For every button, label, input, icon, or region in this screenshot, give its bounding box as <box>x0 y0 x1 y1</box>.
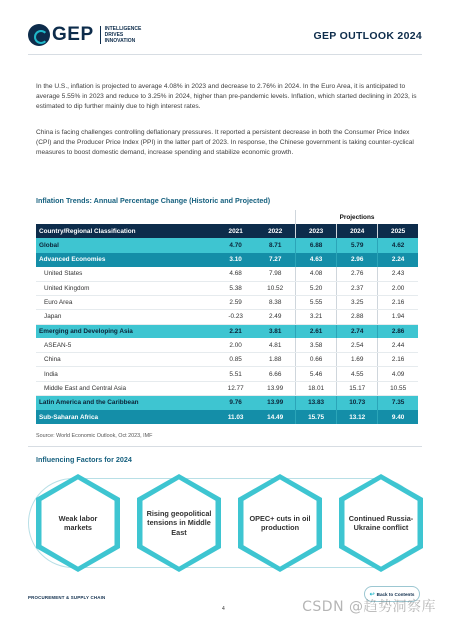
cell-value: 4.08 <box>296 267 337 281</box>
cell-value: 2.43 <box>378 267 418 281</box>
cell-value: 2.00 <box>216 338 255 352</box>
cell-value: 4.81 <box>255 338 295 352</box>
header-divider <box>28 54 422 55</box>
column-header: Country/Regional Classification <box>36 224 216 238</box>
factor-label: Weak labor markets <box>58 513 98 532</box>
factor-label: Continued Russia-Ukraine conflict <box>348 513 414 532</box>
cell-value: 10.55 <box>378 381 418 395</box>
factor-label: Rising geopolitical tensions in Middle East <box>146 508 212 537</box>
row-label: ASEAN-5 <box>36 338 216 352</box>
cell-value: 2.37 <box>337 281 378 295</box>
page-header <box>0 0 450 62</box>
table-row <box>36 367 418 381</box>
cell-value: 3.58 <box>296 338 337 352</box>
row-label: United States <box>36 267 216 281</box>
gep-logo-icon <box>28 24 50 46</box>
row-label: Latin America and the Caribbean <box>36 396 216 410</box>
table-row <box>36 353 418 367</box>
cell-value: 5.46 <box>296 367 337 381</box>
cell-value: 18.01 <box>296 381 337 395</box>
cell-value: 0.85 <box>216 353 255 367</box>
factor-label: OPEC+ cuts in oil production <box>249 513 311 532</box>
logo-text: GEP <box>52 24 94 45</box>
cell-value: 3.10 <box>216 253 255 267</box>
factor-hexagon <box>234 471 326 575</box>
gep-logo <box>28 24 141 46</box>
row-label: India <box>36 367 216 381</box>
table-header-row <box>36 224 418 238</box>
cell-value: 2.21 <box>216 324 255 338</box>
column-header: 2025 <box>378 224 418 238</box>
cell-value: 4.09 <box>378 367 418 381</box>
cell-value: 1.69 <box>337 353 378 367</box>
cell-value: 5.38 <box>216 281 255 295</box>
table-row <box>36 267 418 281</box>
cell-value: 12.77 <box>216 381 255 395</box>
cell-value: 6.66 <box>255 367 295 381</box>
table-row <box>36 324 418 338</box>
factor-hexagon <box>32 471 124 575</box>
cell-value: 9.76 <box>216 396 255 410</box>
cell-value: 13.12 <box>337 410 378 424</box>
cell-value: 4.62 <box>378 238 418 252</box>
cell-value: 2.24 <box>378 253 418 267</box>
cell-value: 1.88 <box>255 353 295 367</box>
cell-value: 10.52 <box>255 281 295 295</box>
cell-value: 5.55 <box>296 295 337 309</box>
row-label: Global <box>36 238 216 252</box>
cell-value: 2.61 <box>296 324 337 338</box>
cell-value: 2.16 <box>378 353 418 367</box>
cell-value: 0.66 <box>296 353 337 367</box>
projections-header-row <box>36 210 418 224</box>
cell-value: 2.59 <box>216 295 255 309</box>
table-row <box>36 238 418 252</box>
table-row <box>36 281 418 295</box>
page-number: 4 <box>222 606 225 612</box>
cell-value: 9.40 <box>378 410 418 424</box>
cell-value: 11.03 <box>216 410 255 424</box>
column-header: 2023 <box>296 224 337 238</box>
cell-value: 8.38 <box>255 295 295 309</box>
cell-value: 2.54 <box>337 338 378 352</box>
cell-value: 14.49 <box>255 410 295 424</box>
table-row <box>36 295 418 309</box>
row-label: Advanced Economies <box>36 253 216 267</box>
cell-value: 2.44 <box>378 338 418 352</box>
cell-value: 2.86 <box>378 324 418 338</box>
factors-title: Influencing Factors for 2024 <box>36 455 132 464</box>
cell-value: 15.75 <box>296 410 337 424</box>
cell-value: 10.73 <box>337 396 378 410</box>
table-row <box>36 310 418 324</box>
cell-value: 7.35 <box>378 396 418 410</box>
publication-title: GEP OUTLOOK 2024 <box>313 30 422 42</box>
row-label: Emerging and Developing Asia <box>36 324 216 338</box>
cell-value: 13.83 <box>296 396 337 410</box>
cell-value: 3.21 <box>296 310 337 324</box>
cell-value: 2.76 <box>337 267 378 281</box>
factor-hexagon <box>133 471 225 575</box>
cell-value: 5.79 <box>337 238 378 252</box>
row-label: United Kingdom <box>36 281 216 295</box>
cell-value: 4.70 <box>216 238 255 252</box>
table-title: Inflation Trends: Annual Percentage Change (Historic and Projected) <box>36 196 271 205</box>
row-label: Japan <box>36 310 216 324</box>
column-header: 2021 <box>216 224 255 238</box>
cell-value: 2.74 <box>337 324 378 338</box>
table-row <box>36 396 418 410</box>
watermark: CSDN @趋势洞察库 <box>302 599 436 615</box>
table-row <box>36 253 418 267</box>
cell-value: 4.63 <box>296 253 337 267</box>
paragraph-china-deflation: China is facing challenges controlling deflationary pressures. It reported a persistent decrease in both the Consumer Price Index (CPI) and the Producer Price Index (PPI) in the latter part of 2023. In response, the Chinese government is taking counter-cyclical measures to boost domestic demand, increase spending and stabilize economic growth. <box>36 129 414 156</box>
row-label: Euro Area <box>36 295 216 309</box>
projections-label: Projections <box>296 210 418 224</box>
column-header: 2022 <box>255 224 295 238</box>
table-row <box>36 410 418 424</box>
cell-value: 13.99 <box>255 396 295 410</box>
cell-value: 7.98 <box>255 267 295 281</box>
paragraph-us-euro-inflation: In the U.S., inflation is projected to average 4.08% in 2023 and decrease to 2.76% in 2024. In the Euro Area, it is anticipated to average 5.55% in 2023 and reduce to 3.25% in 2024, higher than pre-pandemic levels. Inflation, which started declining in 2023, is estimated to dip further mainly due to high interest rates. <box>36 83 417 110</box>
cell-value: 7.27 <box>255 253 295 267</box>
cell-value: 3.25 <box>337 295 378 309</box>
cell-value: 2.49 <box>255 310 295 324</box>
cell-value: 2.96 <box>337 253 378 267</box>
cell-value: 5.51 <box>216 367 255 381</box>
cell-value: 6.88 <box>296 238 337 252</box>
cell-value: 2.00 <box>378 281 418 295</box>
cell-value: 3.81 <box>255 324 295 338</box>
footer-section-label: PROCUREMENT & SUPPLY CHAIN <box>28 595 106 600</box>
arrow-left-icon: ↩ <box>369 591 375 598</box>
logo-tagline: INTELLIGENCE DRIVES INNOVATION <box>100 26 142 44</box>
cell-value: 2.88 <box>337 310 378 324</box>
cell-value: -0.23 <box>216 310 255 324</box>
cell-value: 4.55 <box>337 367 378 381</box>
back-to-contents-label: Back to Contents <box>376 591 415 597</box>
section-divider <box>28 446 422 447</box>
inflation-table <box>36 210 418 424</box>
table-row <box>36 338 418 352</box>
table-row <box>36 381 418 395</box>
cell-value: 15.17 <box>337 381 378 395</box>
table-source: Source: World Economic Outlook, Oct 2023, IMF <box>36 433 153 439</box>
cell-value: 8.71 <box>255 238 295 252</box>
row-label: China <box>36 353 216 367</box>
row-label: Sub-Saharan Africa <box>36 410 216 424</box>
cell-value: 13.99 <box>255 381 295 395</box>
factor-hexagon <box>335 471 427 575</box>
column-header: 2024 <box>337 224 378 238</box>
cell-value: 5.20 <box>296 281 337 295</box>
cell-value: 4.68 <box>216 267 255 281</box>
cell-value: 1.94 <box>378 310 418 324</box>
row-label: Middle East and Central Asia <box>36 381 216 395</box>
cell-value: 2.16 <box>378 295 418 309</box>
